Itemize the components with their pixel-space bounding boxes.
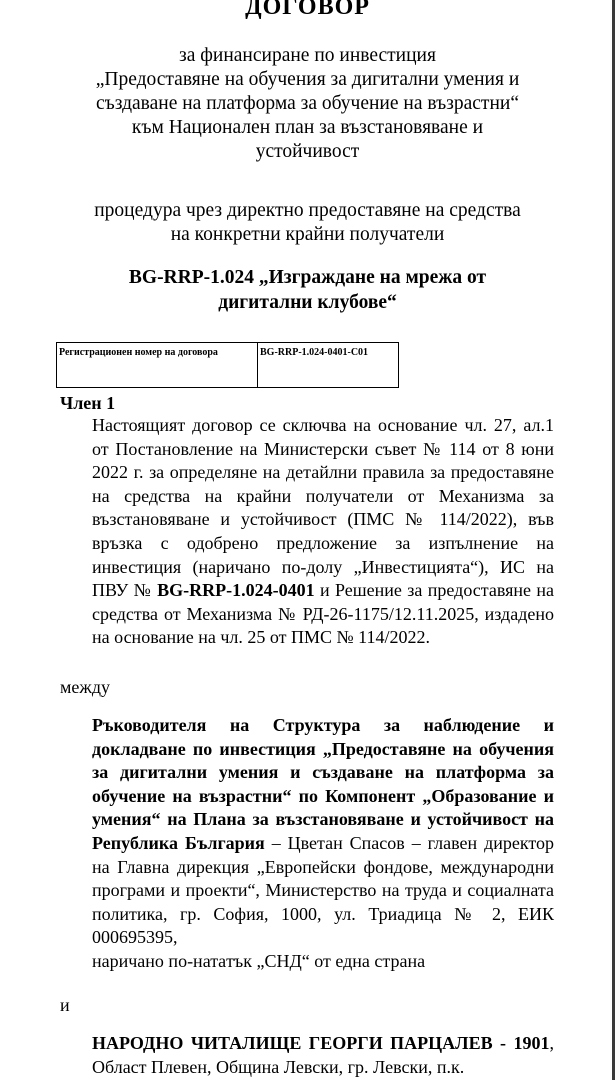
procedure-line: на конкретни крайни получатели [170, 224, 445, 245]
between-label: между [60, 677, 110, 697]
registration-label-cell: Регистрационен номер на договора [57, 343, 258, 388]
article-1-paragraph [92, 414, 554, 650]
procedure-description [0, 199, 615, 247]
procedure-code-title [0, 265, 615, 315]
document-title: ДОГОВОР [245, 0, 370, 20]
subtitle-line: създаване на платформа за обучение на възрастни“ [96, 93, 519, 114]
procedure-code-line: BG-RRP-1.024 „Изграждане на мрежа от [128, 267, 487, 288]
procedure-line: процедура чрез директно предоставяне на средства [94, 200, 521, 221]
subtitle-line: „Предоставяне на обучения за дигитални умения и [95, 69, 520, 90]
party-1-details: – Цветан Спасов – главен директор на Главна дирекция „Европейски фондове, международни програми и проекти“, Министерство на труда и социалната политика, гр. София, 1000, ул. Триадица № 2, ЕИК 000695395, [92, 832, 554, 948]
party-1-paragraph [92, 714, 554, 974]
subtitle-line: към Национален план за възстановяване и [131, 117, 484, 138]
investment-subtitle [0, 44, 615, 164]
party-2-name: НАРОДНО ЧИТАЛИЩЕ ГЕОРГИ ПАРЦАЛЕВ - 1901 [92, 1033, 550, 1053]
subtitle-line: устойчивост [255, 141, 360, 162]
party-1-referred-as: наричано по-натaтък „СНД“ от една страна [92, 950, 426, 971]
registration-number-table [56, 342, 399, 388]
subtitle-line: за финансиране по инвестиция [179, 45, 436, 66]
article-1-text: Настоящият договор се сключва на основание чл. 27, ал.1 от Постановление на Министерски съвет № 114 от 8 юни 2022 г. за определяне на детайлни правила за предоставяне на средства на крайни получатели от Механизма за възстановяване и устойчивост (ПМС № 114/2022), във връзка с одобрено предложение за изпълнение на инвестиция (наричано по-долу „Инвестицията“), ИС на ПВУ № [92, 415, 554, 601]
party-2-details: , Област Плевен, Община Левски, гр. Левски, п.к. [92, 1033, 554, 1077]
registration-value-cell: BG-RRP-1.024-0401-C01 [258, 343, 399, 388]
article-1-text-continued: и Решение за предоставяне на средства от Механизма № РД-26-1175/12.11.2025, издадено на основание на чл. 25 от ПМС № 114/2022. [92, 580, 555, 648]
article-1-heading: Член 1 [60, 393, 116, 413]
party-2-paragraph [92, 1032, 554, 1079]
party-1-name: Ръководителя на Структура за наблюдение и докладване по инвестиция „Предоставяне на обучения за дигитални умения и създаване на платформа за обучение на възрастни“ по Компонент „Образование и умения“ на Плана за възстановяване и устойчивост на Република България [92, 715, 554, 853]
proposal-number: BG-RRP-1.024-0401 [157, 580, 315, 601]
procedure-code-line: дигитални клубове“ [218, 292, 397, 313]
and-label: и [60, 995, 70, 1015]
